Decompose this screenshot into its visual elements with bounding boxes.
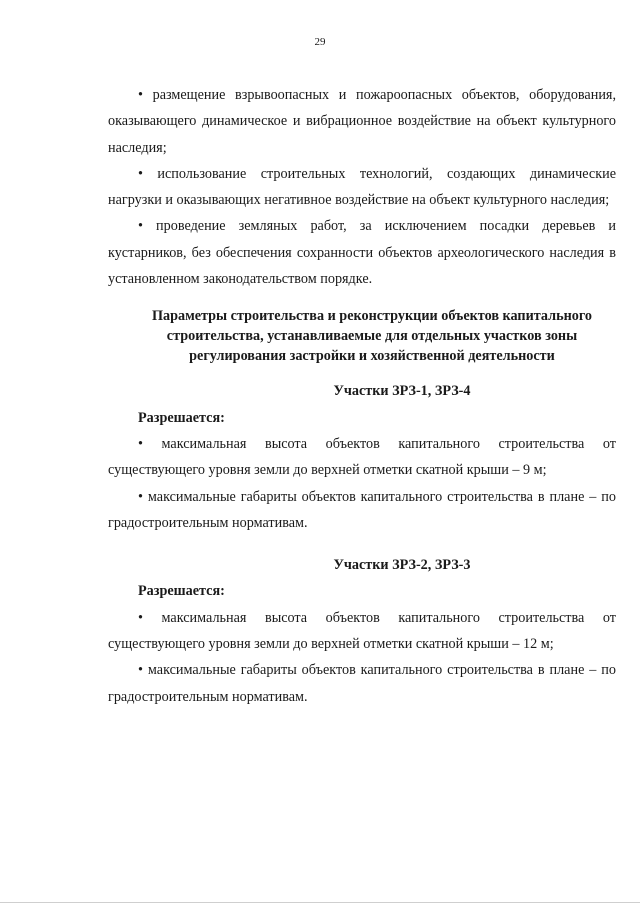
zone-item: • максимальная высота объектов капитального строительства от существующего уровня земли до верхней отметки скатной крыши – 9 м; bbox=[108, 435, 616, 479]
page-number: 29 bbox=[314, 36, 326, 48]
section-heading-line: регулирования застройки и хозяйственной деятельности bbox=[189, 348, 555, 365]
zone-item: • максимальные габариты объектов капитального строительства в плане – по градостроительным нормативам. bbox=[108, 662, 616, 705]
section-heading-line: строительства, устанавливаемые для отдельных участков зоны bbox=[166, 328, 578, 345]
restriction-item: • использование строительных технологий, создающих динамические нагрузки и оказывающих негативное воздействие на объект культурного наследия; bbox=[108, 165, 616, 209]
restriction-item: • размещение взрывоопасных и пожароопасных объектов, оборудования, оказывающего динамическое и вибрационное воздействие на объект культурного наследия; bbox=[108, 87, 616, 156]
zone-item: • максимальные габариты объектов капитального строительства в плане – по градостроительным нормативам. bbox=[108, 488, 616, 531]
zone-item: • максимальная высота объектов капитального строительства от существующего уровня земли до верхней отметки скатной крыши – 12 м; bbox=[108, 609, 616, 653]
restriction-item: • проведение земляных работ, за исключением посадки деревьев и кустарников, без обеспечения сохранности объектов археологического наследия в установленном законодательством порядке. bbox=[108, 218, 616, 288]
zone-title: Участки ЗРЗ-1, ЗРЗ-4 bbox=[333, 383, 471, 400]
allowed-label: Разрешается: bbox=[138, 409, 225, 426]
zone-title: Участки ЗРЗ-2, ЗРЗ-3 bbox=[333, 557, 471, 574]
section-heading bbox=[108, 306, 616, 366]
bottom-rule bbox=[0, 902, 640, 903]
allowed-label: Разрешается: bbox=[138, 583, 225, 600]
section-heading-line: Параметры строительства и реконструкции объектов капитального bbox=[151, 308, 593, 325]
page-content bbox=[108, 82, 616, 710]
